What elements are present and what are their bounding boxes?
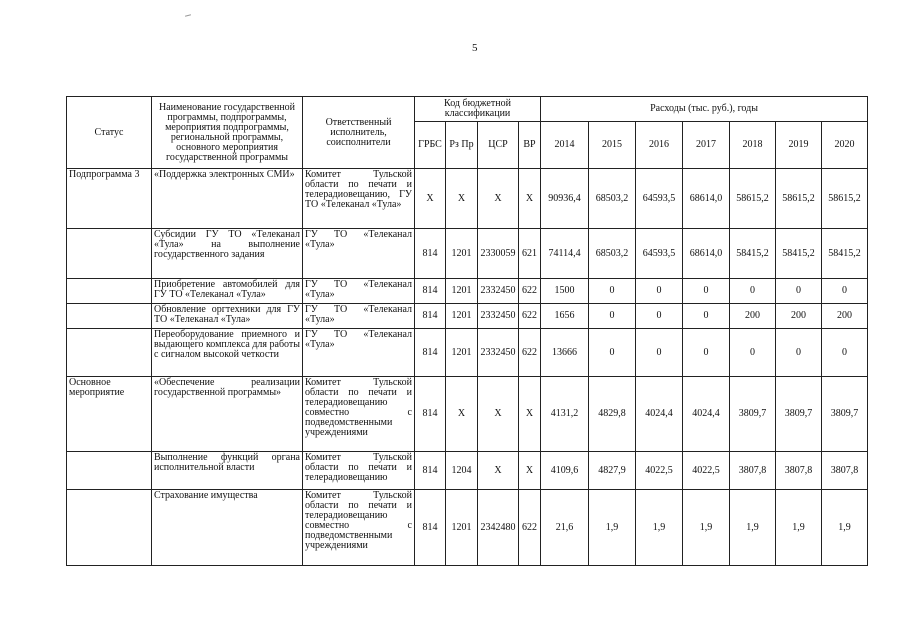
row-grbs: 814 xyxy=(415,490,446,566)
row-responsible: Комитет Тульской области по печати и телерадиовещанию совместно с подведомственными учреждениями xyxy=(303,490,415,566)
row-expense-value: 64593,5 xyxy=(636,169,683,229)
row-expense-value: 1,9 xyxy=(636,490,683,566)
row-expense-value: 58615,2 xyxy=(822,169,868,229)
row-expense-value: 74114,4 xyxy=(541,229,589,279)
table-row xyxy=(67,169,868,229)
table-body xyxy=(67,169,868,566)
row-expense-value: 1,9 xyxy=(730,490,776,566)
header-grbs: ГРБС xyxy=(415,122,446,169)
table-row xyxy=(67,279,868,304)
row-rzpr: 1201 xyxy=(446,229,478,279)
table-row xyxy=(67,377,868,452)
header-year: 2019 xyxy=(776,122,822,169)
row-expense-value: 58415,2 xyxy=(776,229,822,279)
row-expense-value: 1,9 xyxy=(776,490,822,566)
row-csr: 2330059 xyxy=(478,229,519,279)
row-rzpr: 1201 xyxy=(446,304,478,329)
row-rzpr: X xyxy=(446,169,478,229)
row-expense-value: 68503,2 xyxy=(589,169,636,229)
row-expense-value: 4109,6 xyxy=(541,452,589,490)
table-row xyxy=(67,229,868,279)
row-rzpr: 1201 xyxy=(446,329,478,377)
row-expense-value: 0 xyxy=(822,329,868,377)
row-csr: 2342480 xyxy=(478,490,519,566)
row-csr: X xyxy=(478,169,519,229)
row-responsible: Комитет Тульской области по печати и телерадиовещанию, ГУ ТО «Телеканал «Тула» xyxy=(303,169,415,229)
row-expense-value: 64593,5 xyxy=(636,229,683,279)
row-vr: X xyxy=(519,377,541,452)
row-grbs: 814 xyxy=(415,229,446,279)
row-name: «Обеспечение реализации государственной программы» xyxy=(152,377,303,452)
table-row xyxy=(67,452,868,490)
row-name: Переоборудование приемного и выдающего комплекса для работы с сигналом высокой четкости xyxy=(152,329,303,377)
row-status xyxy=(67,304,152,329)
row-csr: 2332450 xyxy=(478,304,519,329)
row-status xyxy=(67,490,152,566)
header-responsible: Ответственный исполнитель, соисполнители xyxy=(303,97,415,169)
row-grbs: 814 xyxy=(415,279,446,304)
row-status xyxy=(67,452,152,490)
row-responsible: ГУ ТО «Телеканал «Тула» xyxy=(303,304,415,329)
header-status: Статус xyxy=(67,97,152,169)
row-rzpr: 1201 xyxy=(446,279,478,304)
row-vr: 622 xyxy=(519,490,541,566)
row-expense-value: 21,6 xyxy=(541,490,589,566)
row-grbs: 814 xyxy=(415,329,446,377)
header-vr: ВР xyxy=(519,122,541,169)
row-rzpr: 1201 xyxy=(446,490,478,566)
header-year: 2015 xyxy=(589,122,636,169)
row-grbs: X xyxy=(415,169,446,229)
row-expense-value: 68503,2 xyxy=(589,229,636,279)
row-expense-value: 3809,7 xyxy=(822,377,868,452)
row-vr: 622 xyxy=(519,329,541,377)
header-year: 2014 xyxy=(541,122,589,169)
header-year: 2018 xyxy=(730,122,776,169)
row-expense-value: 0 xyxy=(636,329,683,377)
row-vr: 622 xyxy=(519,279,541,304)
row-responsible: ГУ ТО «Телеканал «Тула» xyxy=(303,229,415,279)
row-rzpr: X xyxy=(446,377,478,452)
row-expense-value: 0 xyxy=(589,304,636,329)
row-name: Приобретение автомобилей для ГУ ТО «Телеканал «Тула» xyxy=(152,279,303,304)
row-responsible: Комитет Тульской области по печати и телерадиовещанию совместно с подведомственными учреждениями xyxy=(303,377,415,452)
row-expense-value: 4024,4 xyxy=(636,377,683,452)
row-expense-value: 4829,8 xyxy=(589,377,636,452)
header-year: 2020 xyxy=(822,122,868,169)
row-vr: X xyxy=(519,452,541,490)
row-expense-value: 1,9 xyxy=(589,490,636,566)
row-status xyxy=(67,329,152,377)
row-status: Подпрограмма 3 xyxy=(67,169,152,229)
row-name: «Поддержка электронных СМИ» xyxy=(152,169,303,229)
row-name: Субсидии ГУ ТО «Телеканал «Тула» на выполнение государственного задания xyxy=(152,229,303,279)
table-row xyxy=(67,490,868,566)
header-budget-code: Код бюджетной классификации xyxy=(415,97,541,122)
row-vr: 622 xyxy=(519,304,541,329)
header-csr: ЦСР xyxy=(478,122,519,169)
row-expense-value: 0 xyxy=(589,329,636,377)
budget-table xyxy=(66,96,868,566)
row-csr: X xyxy=(478,377,519,452)
row-grbs: 814 xyxy=(415,377,446,452)
row-expense-value: 4827,9 xyxy=(589,452,636,490)
row-responsible: Комитет Тульской области по печати и телерадиовещанию xyxy=(303,452,415,490)
row-expense-value: 68614,0 xyxy=(683,229,730,279)
row-expense-value: 90936,4 xyxy=(541,169,589,229)
row-expense-value: 0 xyxy=(730,279,776,304)
header-expenses: Расходы (тыс. руб.), годы xyxy=(541,97,868,122)
page-number: 5 xyxy=(472,42,478,54)
row-vr: 621 xyxy=(519,229,541,279)
row-expense-value: 4024,4 xyxy=(683,377,730,452)
row-status xyxy=(67,229,152,279)
row-name: Обновление оргтехники для ГУ ТО «Телеканал «Тула» xyxy=(152,304,303,329)
row-expense-value: 3807,8 xyxy=(776,452,822,490)
row-expense-value: 3807,8 xyxy=(730,452,776,490)
row-responsible: ГУ ТО «Телеканал «Тула» xyxy=(303,279,415,304)
row-expense-value: 13666 xyxy=(541,329,589,377)
row-csr: X xyxy=(478,452,519,490)
row-name: Страхование имущества xyxy=(152,490,303,566)
row-expense-value: 0 xyxy=(683,329,730,377)
row-rzpr: 1204 xyxy=(446,452,478,490)
row-expense-value: 4022,5 xyxy=(636,452,683,490)
row-expense-value: 3809,7 xyxy=(776,377,822,452)
row-expense-value: 58615,2 xyxy=(776,169,822,229)
row-expense-value: 0 xyxy=(589,279,636,304)
row-expense-value: 0 xyxy=(776,329,822,377)
row-expense-value: 1,9 xyxy=(822,490,868,566)
scan-speck xyxy=(185,14,191,17)
row-expense-value: 200 xyxy=(730,304,776,329)
row-status: Основное мероприятие xyxy=(67,377,152,452)
row-responsible: ГУ ТО «Телеканал «Тула» xyxy=(303,329,415,377)
row-expense-value: 200 xyxy=(822,304,868,329)
row-csr: 2332450 xyxy=(478,329,519,377)
table-row xyxy=(67,304,868,329)
row-expense-value: 4131,2 xyxy=(541,377,589,452)
row-expense-value: 4022,5 xyxy=(683,452,730,490)
row-expense-value: 0 xyxy=(730,329,776,377)
header-year: 2016 xyxy=(636,122,683,169)
row-expense-value: 0 xyxy=(776,279,822,304)
row-expense-value: 68614,0 xyxy=(683,169,730,229)
row-expense-value: 0 xyxy=(683,304,730,329)
row-expense-value: 0 xyxy=(636,279,683,304)
row-expense-value: 1656 xyxy=(541,304,589,329)
header-rzpr: Рз Пр xyxy=(446,122,478,169)
row-name: Выполнение функций органа исполнительной власти xyxy=(152,452,303,490)
row-expense-value: 1500 xyxy=(541,279,589,304)
row-csr: 2332450 xyxy=(478,279,519,304)
row-expense-value: 0 xyxy=(822,279,868,304)
row-expense-value: 58415,2 xyxy=(822,229,868,279)
row-grbs: 814 xyxy=(415,304,446,329)
header-year: 2017 xyxy=(683,122,730,169)
row-expense-value: 0 xyxy=(683,279,730,304)
row-expense-value: 3809,7 xyxy=(730,377,776,452)
row-expense-value: 58415,2 xyxy=(730,229,776,279)
table-row xyxy=(67,329,868,377)
header-name: Наименование государственной программы, подпрограммы, мероприятия подпрограммы, региональной программы, основного мероприятия государственной программы xyxy=(152,97,303,169)
row-expense-value: 3807,8 xyxy=(822,452,868,490)
row-expense-value: 58615,2 xyxy=(730,169,776,229)
row-grbs: 814 xyxy=(415,452,446,490)
row-expense-value: 1,9 xyxy=(683,490,730,566)
row-vr: X xyxy=(519,169,541,229)
row-status xyxy=(67,279,152,304)
row-expense-value: 0 xyxy=(636,304,683,329)
row-expense-value: 200 xyxy=(776,304,822,329)
